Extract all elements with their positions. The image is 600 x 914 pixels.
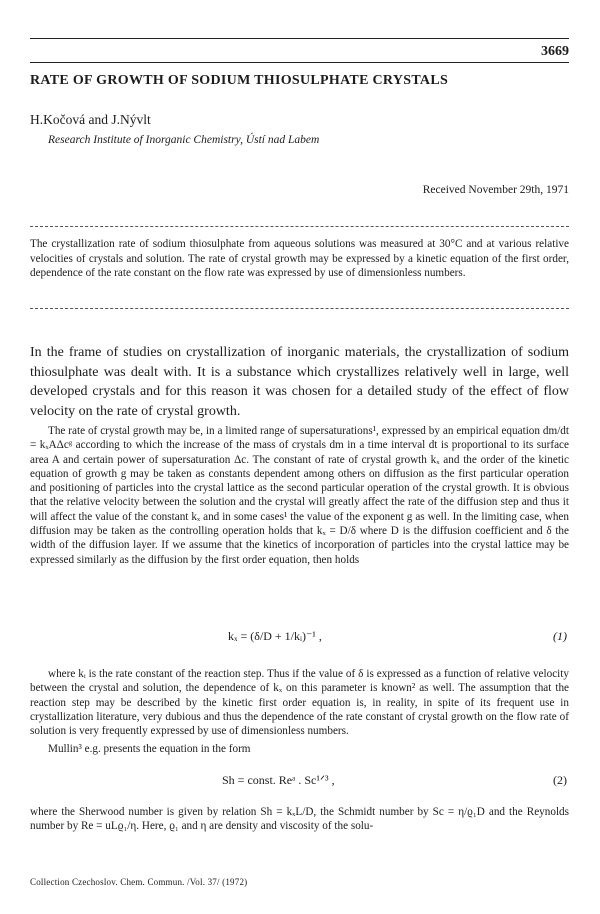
affiliation: Research Institute of Inorganic Chemistry, Ústí nad Labem <box>48 134 320 146</box>
equation-1-number: (1) <box>553 629 567 643</box>
equation-1: kₓ = (δ/D + 1/kᵢ)⁻¹ , <box>228 629 322 643</box>
mullin-line: Mullin³ e.g. presents the equation in the form <box>48 743 251 755</box>
body-paragraph-3: where the Sherwood number is given by relation Sh = kₓL/D, the Schmidt number by Sc = η/ϱ₁D and the Reynolds number by Re = uLϱ₁/η. Here, ϱ₁ and η are density and viscosity of the solu- <box>30 806 569 833</box>
received-date: Received November 29th, 1971 <box>422 184 569 196</box>
equation-2: Sh = const. Reᵃ . Sc¹ᐟ³ , <box>222 773 335 787</box>
header-rule-bottom <box>30 62 569 63</box>
abstract-rule-top <box>30 226 569 227</box>
page-number: 3669 <box>541 44 569 59</box>
paper-title: RATE OF GROWTH OF SODIUM THIOSULPHATE CRYSTALS <box>30 73 449 88</box>
header-rule-top <box>30 38 569 39</box>
equation-2-number: (2) <box>553 773 567 787</box>
abstract-rule-bottom <box>30 308 569 309</box>
authors: H.Kočová and J.Nývlt <box>30 112 151 127</box>
journal-footer: Collection Czechoslov. Chem. Commun. /Vol. 37/ (1972) <box>30 877 248 887</box>
introduction-paragraph: In the frame of studies on crystallization of inorganic materials, the crystallization of sodium thiosulphate was dealt with. It is a substance which crystallizes relatively well in large, well developed crystals and for this reason it was chosen for a detailed study of the effect of flow velocity on the rate of crystal growth. <box>30 345 569 419</box>
abstract: The crystallization rate of sodium thiosulphate from aqueous solutions was measured at 30°C and at various relative velocities of crystals and solution. The rate of crystal growth may be expressed by a kinetic equation of the first order, dependence of the rate constant on the flow rate was expressed by use of dimensionless numbers. <box>30 238 569 279</box>
body-paragraph-2: where kᵢ is the rate constant of the reaction step. Thus if the value of δ is expressed as a function of relative velocity between the crystal and solution, the dependence of kₓ on this parameter is known² as well. The assumption that the reaction step may be described by the kinetic first order equation is, in reality, in spite of its frequent use in crystallization literature, very dubious and thus the dependence of the rate constant of crystal growth on the flow rate of solution is very frequently expressed by use of dimensionless numbers. <box>30 668 569 738</box>
body-paragraph-1: The rate of crystal growth may be, in a limited range of supersaturations¹, expressed by an empirical equation dm/dt = kₓAΔcᵍ according to which the increase of the mass of crystals dm in a time interval dt is proportional to its surface area A and certain power of supersaturation Δc. The constant of rate of crystal growth kₓ and the order of the kinetic equation of growth g may be taken as constants dependent among others on diffusion as the first particular operation and positioning of particles into the crystal lattice as the second particular operation of the crystal growth. It is obvious that the relative velocity between the solution and the crystal will greatly affect the rate of the diffusion step and thus it will affect the value of the constant kₓ and in some cases¹ the value of the exponent g as well. In the limiting case, when diffusion may be taken as the controlling operation holds that kₓ = D/δ where D is the diffusion coefficient and δ the width of the diffusion layer. If we assume that the kinetics of incorporation of particles into the crystal lattice may be expressed similarly as the diffusion by the first order equation, then holds <box>30 425 569 566</box>
